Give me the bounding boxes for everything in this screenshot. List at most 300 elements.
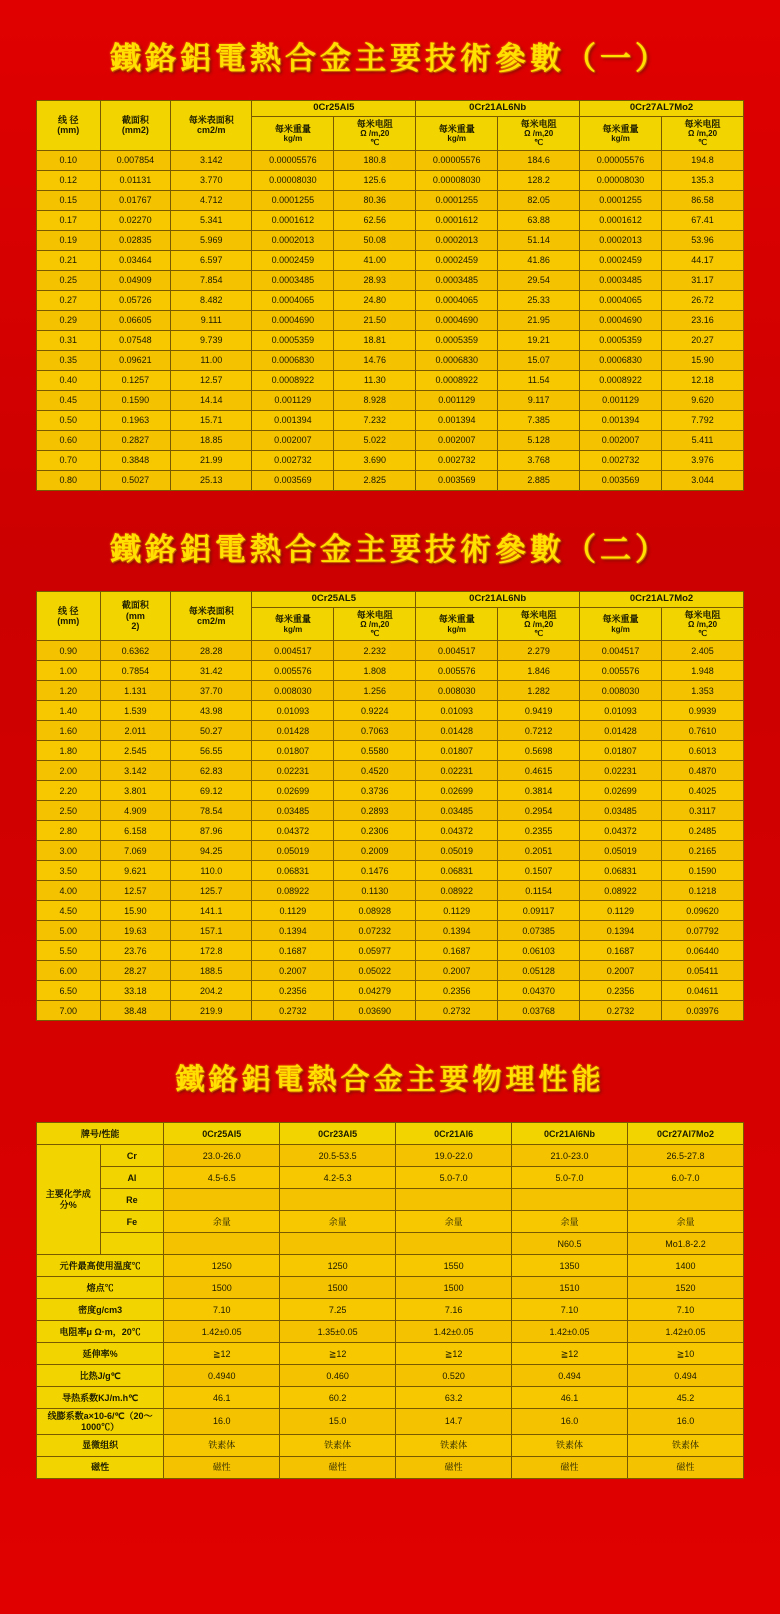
composition-element-label: Re <box>100 1189 164 1211</box>
table-row <box>37 270 744 290</box>
table-cell: 4.50 <box>37 901 101 921</box>
table-cell: 余量 <box>396 1211 512 1233</box>
table-3-header-row <box>37 1123 744 1145</box>
table-row <box>37 721 744 741</box>
table-cell: 5.0-7.0 <box>396 1167 512 1189</box>
table-cell: 0.80 <box>37 470 101 490</box>
table-cell <box>280 1189 396 1211</box>
table-cell: 0.09620 <box>662 901 744 921</box>
header-resistance-2-line1: 每米电阻 <box>520 118 557 129</box>
table-cell: 1.40 <box>37 701 101 721</box>
table-cell: 0.0003485 <box>580 270 662 290</box>
table-cell: 0.01428 <box>416 721 498 741</box>
table-cell: 0.6362 <box>100 641 171 661</box>
table-cell: 63.88 <box>498 210 580 230</box>
table-cell: 1.131 <box>100 681 171 701</box>
header-resistance-1 <box>334 116 416 150</box>
table-cell: 0.003569 <box>416 470 498 490</box>
table-cell: 0.7610 <box>662 721 744 741</box>
header2-surface-area-line1: 每米表面积 <box>188 605 234 616</box>
table-cell: 0.01093 <box>580 701 662 721</box>
table-cell: 0.0001255 <box>416 190 498 210</box>
header2-resistance-2-line2: Ω /m,20 <box>524 619 554 629</box>
table-cell: Mo1.8-2.2 <box>628 1233 744 1255</box>
table-cell: 0.0002013 <box>580 230 662 250</box>
table-cell: 0.08922 <box>252 881 334 901</box>
header3-alloy-4: 0Cr21Al6Nb <box>512 1123 628 1145</box>
composition-element-label: Cr <box>100 1145 164 1167</box>
property-label: 元件最高使用温度℃ <box>37 1255 164 1277</box>
table-cell: 82.05 <box>498 190 580 210</box>
table-cell: 0.0004065 <box>580 290 662 310</box>
table-row <box>37 801 744 821</box>
table-cell: 1.353 <box>662 681 744 701</box>
table-cell: 15.71 <box>171 410 252 430</box>
table-cell: 157.1 <box>171 921 252 941</box>
table-cell: 15.0 <box>280 1409 396 1435</box>
table-cell: 0.2356 <box>252 981 334 1001</box>
table-cell: 1.42±0.05 <box>396 1321 512 1343</box>
header-weight-2-line1: 每米重量 <box>438 123 475 134</box>
table-cell: 0.0002459 <box>252 250 334 270</box>
table-cell: 1.42±0.05 <box>628 1321 744 1343</box>
table-cell: 2.20 <box>37 781 101 801</box>
table-cell: 0.1218 <box>662 881 744 901</box>
table-cell: 0.5580 <box>334 741 416 761</box>
table-cell: 0.460 <box>280 1365 396 1387</box>
table-cell: 0.03768 <box>498 1001 580 1021</box>
table-row <box>37 1277 744 1299</box>
table-cell: 9.620 <box>662 390 744 410</box>
property-label: 比热J/g℃ <box>37 1365 164 1387</box>
table-cell: 0.03464 <box>100 250 171 270</box>
table-cell: 1.808 <box>334 661 416 681</box>
header2-weight-1-line1: 每米重量 <box>274 614 311 625</box>
table-cell: 63.2 <box>396 1387 512 1409</box>
table-cell: 2.232 <box>334 641 416 661</box>
table-row <box>37 170 744 190</box>
table-cell: 0.0004065 <box>252 290 334 310</box>
table-cell: 25.13 <box>171 470 252 490</box>
table-row <box>37 370 744 390</box>
table-cell: 5.341 <box>171 210 252 230</box>
table-cell: 7.10 <box>164 1299 280 1321</box>
table-row <box>37 701 744 721</box>
table-cell: 37.70 <box>171 681 252 701</box>
table-cell: 21.50 <box>334 310 416 330</box>
table-cell: 46.1 <box>512 1387 628 1409</box>
table-cell: 7.10 <box>628 1299 744 1321</box>
table-cell: 0.08928 <box>334 901 416 921</box>
table-cell: 29.54 <box>498 270 580 290</box>
table-cell: 磁性 <box>628 1456 744 1478</box>
table-cell: 0.005576 <box>580 661 662 681</box>
table-cell: 62.56 <box>334 210 416 230</box>
table-cell: 0.07385 <box>498 921 580 941</box>
table-cell: 0.007854 <box>100 150 171 170</box>
table-cell: 33.18 <box>100 981 171 1001</box>
table-cell: 1500 <box>396 1277 512 1299</box>
table-cell: 19.0-22.0 <box>396 1145 512 1167</box>
table-cell: 19.21 <box>498 330 580 350</box>
table-row <box>37 1343 744 1365</box>
table-cell: 0.02699 <box>580 781 662 801</box>
table-cell: 24.80 <box>334 290 416 310</box>
table-cell: 0.05726 <box>100 290 171 310</box>
table-cell: 0.005576 <box>416 661 498 681</box>
header-weight-2-line2: kg/m <box>447 133 467 143</box>
table-cell: 23.0-26.0 <box>164 1145 280 1167</box>
table-row <box>37 781 744 801</box>
table-cell: 0.008030 <box>252 681 334 701</box>
table-cell: 0.3736 <box>334 781 416 801</box>
table-cell: 0.0003485 <box>252 270 334 290</box>
header2-wire-diameter <box>37 591 101 641</box>
table-cell: 0.001394 <box>416 410 498 430</box>
table-cell: 31.42 <box>171 661 252 681</box>
table-cell: 0.0001255 <box>580 190 662 210</box>
table-cell: 0.25 <box>37 270 101 290</box>
table-cell: 20.27 <box>662 330 744 350</box>
table-cell: 0.002007 <box>252 430 334 450</box>
table-cell: 28.28 <box>171 641 252 661</box>
table-row <box>37 961 744 981</box>
table-cell: 0.2954 <box>498 801 580 821</box>
table-cell: 11.54 <box>498 370 580 390</box>
table-cell: 0.06831 <box>416 861 498 881</box>
table-cell: 53.96 <box>662 230 744 250</box>
table-cell: 铁素体 <box>396 1434 512 1456</box>
table-cell: 3.768 <box>498 450 580 470</box>
table-3-head <box>37 1123 744 1145</box>
table-row <box>37 861 744 881</box>
table-cell: 0.03690 <box>334 1001 416 1021</box>
header-surface-area-line2: cm2/m <box>197 125 226 136</box>
table-cell: 7.00 <box>37 1001 101 1021</box>
table-cell: 3.690 <box>334 450 416 470</box>
table-cell: 0.0001255 <box>252 190 334 210</box>
table-cell: 0.09621 <box>100 350 171 370</box>
table-cell: 0.00005576 <box>416 150 498 170</box>
composition-group-label: 主要化学成分% <box>37 1145 101 1255</box>
table-cell: 180.8 <box>334 150 416 170</box>
table-row <box>37 210 744 230</box>
table-cell: 0.0001612 <box>580 210 662 230</box>
table-cell: 18.85 <box>171 430 252 450</box>
table-cell: 0.3814 <box>498 781 580 801</box>
table-cell: 44.17 <box>662 250 744 270</box>
table-cell: 0.2355 <box>498 821 580 841</box>
table-cell: 0.01131 <box>100 170 171 190</box>
table-cell: 0.5698 <box>498 741 580 761</box>
table-cell: 1.42±0.05 <box>512 1321 628 1343</box>
table-cell: 1.35±0.05 <box>280 1321 396 1343</box>
table-cell: 7.854 <box>171 270 252 290</box>
table-cell: 0.0005359 <box>416 330 498 350</box>
header-weight-2 <box>416 116 498 150</box>
table-cell: 0.1590 <box>662 861 744 881</box>
table-cell: 0.2893 <box>334 801 416 821</box>
table-cell: 7.10 <box>512 1299 628 1321</box>
table-row <box>37 1387 744 1409</box>
table-cell: 1.42±0.05 <box>164 1321 280 1343</box>
header2-surface-area-line2: cm2/m <box>197 615 226 626</box>
header-resistance-3 <box>662 116 744 150</box>
table-cell: 0.07232 <box>334 921 416 941</box>
table-row <box>37 350 744 370</box>
table-row <box>37 1167 744 1189</box>
header-cross-section <box>100 101 171 151</box>
table-cell: 110.0 <box>171 861 252 881</box>
table-cell: 0.05019 <box>252 841 334 861</box>
table-cell: 9.111 <box>171 310 252 330</box>
table-cell: 铁素体 <box>280 1434 396 1456</box>
table-cell: 5.969 <box>171 230 252 250</box>
table-cell: 0.008030 <box>416 681 498 701</box>
table-cell: 0.04909 <box>100 270 171 290</box>
table-row <box>37 230 744 250</box>
table-cell: 43.98 <box>171 701 252 721</box>
table-cell: 0.9419 <box>498 701 580 721</box>
table-cell: 0.005576 <box>252 661 334 681</box>
table-cell: 6.00 <box>37 961 101 981</box>
table-cell: 4.712 <box>171 190 252 210</box>
table-cell: 80.36 <box>334 190 416 210</box>
table-cell: 0.01428 <box>252 721 334 741</box>
table-cell: 12.18 <box>662 370 744 390</box>
table-cell: 0.9939 <box>662 701 744 721</box>
table-cell: 188.5 <box>171 961 252 981</box>
table-cell: 0.00008030 <box>416 170 498 190</box>
table-cell: 0.45 <box>37 390 101 410</box>
table-cell: 0.02231 <box>252 761 334 781</box>
header-cross-section-line1: 截面积 <box>121 114 149 125</box>
table-cell: 3.976 <box>662 450 744 470</box>
table-cell: 0.0004690 <box>580 310 662 330</box>
table-cell: 125.7 <box>171 881 252 901</box>
table-cell: 3.00 <box>37 841 101 861</box>
table-cell: 26.72 <box>662 290 744 310</box>
table-cell: 0.01807 <box>580 741 662 761</box>
table-cell: 0.12 <box>37 170 101 190</box>
table-cell: 6.597 <box>171 250 252 270</box>
table-cell: 5.411 <box>662 430 744 450</box>
header-resistance-1-line3: ℃ <box>370 138 380 148</box>
table-cell: 1520 <box>628 1277 744 1299</box>
table-row <box>37 1456 744 1478</box>
table-cell: 2.50 <box>37 801 101 821</box>
table-cell: 25.33 <box>498 290 580 310</box>
header2-weight-3-line2: kg/m <box>611 624 630 634</box>
header2-resistance-3-line2: Ω /m,20 <box>687 619 718 629</box>
table-cell: 0.19 <box>37 230 101 250</box>
table-cell: 0.2007 <box>580 961 662 981</box>
table-row <box>37 681 744 701</box>
table-cell: 0.03485 <box>580 801 662 821</box>
table-cell: 0.05977 <box>334 941 416 961</box>
table-cell: 0.27 <box>37 290 101 310</box>
table-cell: 6.0-7.0 <box>628 1167 744 1189</box>
table-cell: 0.002007 <box>416 430 498 450</box>
table-cell: 0.1129 <box>416 901 498 921</box>
header2-resistance-2-line1: 每米电阻 <box>520 609 557 620</box>
table-cell: 14.76 <box>334 350 416 370</box>
table-cell: 0.001129 <box>580 390 662 410</box>
header-wire-diameter-line2: (mm) <box>57 125 80 136</box>
table-cell: 3.770 <box>171 170 252 190</box>
table-cell: 0.7063 <box>334 721 416 741</box>
property-label: 磁性 <box>37 1456 164 1478</box>
table-cell: 0.04372 <box>416 821 498 841</box>
table-cell: 0.0002459 <box>416 250 498 270</box>
table-cell: 0.1130 <box>334 881 416 901</box>
table-cell: 0.04372 <box>252 821 334 841</box>
header-alloy-1: 0Cr25Al5 <box>252 101 416 117</box>
table-cell: 0.35 <box>37 350 101 370</box>
table-cell: 1.20 <box>37 681 101 701</box>
table-cell: 1500 <box>164 1277 280 1299</box>
table-cell: 0.520 <box>396 1365 512 1387</box>
header-surface-area-line1: 每米表面积 <box>188 114 234 125</box>
header2-weight-2-line1: 每米重量 <box>438 614 475 625</box>
table-cell: 1.282 <box>498 681 580 701</box>
table-cell: 余量 <box>628 1211 744 1233</box>
table-cell: 1.60 <box>37 721 101 741</box>
header-weight-1 <box>252 116 334 150</box>
table-cell: 2.405 <box>662 641 744 661</box>
table-cell: ≧12 <box>280 1343 396 1365</box>
table-cell: 0.0002459 <box>580 250 662 270</box>
table-cell: 0.1687 <box>580 941 662 961</box>
header-wire-diameter-line1: 线 径 <box>58 114 79 125</box>
table-cell: 69.12 <box>171 781 252 801</box>
table-cell: 1510 <box>512 1277 628 1299</box>
header3-alloy-1: 0Cr25Al5 <box>164 1123 280 1145</box>
table-cell: 0.2356 <box>580 981 662 1001</box>
table-cell: 0.0008922 <box>416 370 498 390</box>
table-1-wrapper <box>36 100 744 491</box>
header2-resistance-1-line2: Ω /m,20 <box>360 619 390 629</box>
table-cell: 0.08922 <box>580 881 662 901</box>
property-label: 导热系数KJ/m.h℃ <box>37 1387 164 1409</box>
table-cell: 0.5027 <box>100 470 171 490</box>
table-cell: 14.7 <box>396 1409 512 1435</box>
table-cell: 2.279 <box>498 641 580 661</box>
header-weight-3 <box>580 116 662 150</box>
bottom-spacer <box>0 1479 780 1505</box>
table-cell: 0.21 <box>37 250 101 270</box>
header2-alloy-2: 0Cr21AL6Nb <box>416 591 580 607</box>
table-cell: 141.1 <box>171 901 252 921</box>
header-resistance-3-line3: ℃ <box>698 138 707 148</box>
table-cell: 2.011 <box>100 721 171 741</box>
table-cell: 28.93 <box>334 270 416 290</box>
table-cell: 0.003569 <box>252 470 334 490</box>
table-cell: 0.02270 <box>100 210 171 230</box>
table-cell <box>164 1233 280 1255</box>
table-cell <box>280 1233 396 1255</box>
table-cell: 26.5-27.8 <box>628 1145 744 1167</box>
table-cell: 0.3117 <box>662 801 744 821</box>
header-weight-3-line2: kg/m <box>611 133 630 143</box>
table-cell <box>396 1233 512 1255</box>
table-cell: 4.00 <box>37 881 101 901</box>
table-cell: 60.2 <box>280 1387 396 1409</box>
table-cell: 0.2827 <box>100 430 171 450</box>
table-cell: 0.02231 <box>416 761 498 781</box>
table-2-body <box>37 641 744 1021</box>
table-cell: 磁性 <box>164 1456 280 1478</box>
table-cell: 0.004517 <box>580 641 662 661</box>
table-cell: 0.00005576 <box>580 150 662 170</box>
table-cell: 2.00 <box>37 761 101 781</box>
table-row <box>37 1233 744 1255</box>
table-cell: 1.80 <box>37 741 101 761</box>
table-cell: 194.8 <box>662 150 744 170</box>
table-cell: 62.83 <box>171 761 252 781</box>
table-cell: 23.16 <box>662 310 744 330</box>
table-cell: 0.4940 <box>164 1365 280 1387</box>
header2-alloy-3: 0Cr21AL7Mo2 <box>580 591 744 607</box>
table-cell: 5.0-7.0 <box>512 1167 628 1189</box>
table-cell: 51.14 <box>498 230 580 250</box>
table-cell: 86.58 <box>662 190 744 210</box>
table-cell: 1.948 <box>662 661 744 681</box>
table-cell: 0.1507 <box>498 861 580 881</box>
table-cell: 15.07 <box>498 350 580 370</box>
table-cell: 16.0 <box>164 1409 280 1435</box>
table-cell: 41.00 <box>334 250 416 270</box>
header2-weight-1 <box>252 607 334 641</box>
table-cell: 0.2732 <box>252 1001 334 1021</box>
header2-wire-diameter-line1: 线 径 <box>58 605 79 616</box>
table-cell: 0.05019 <box>580 841 662 861</box>
table-cell: N60.5 <box>512 1233 628 1255</box>
table-cell: 18.81 <box>334 330 416 350</box>
table-row <box>37 330 744 350</box>
header2-weight-3 <box>580 607 662 641</box>
tech-params-table-2 <box>36 591 744 1022</box>
table-cell: 0.1476 <box>334 861 416 881</box>
table-row <box>37 250 744 270</box>
table-cell: 219.9 <box>171 1001 252 1021</box>
table-cell: 0.0001612 <box>416 210 498 230</box>
table-cell: 7.792 <box>662 410 744 430</box>
table-cell: 8.928 <box>334 390 416 410</box>
table-cell: 50.08 <box>334 230 416 250</box>
table-3-wrapper <box>36 1122 744 1479</box>
table-row <box>37 450 744 470</box>
table-cell: 磁性 <box>396 1456 512 1478</box>
table-cell: 1400 <box>628 1255 744 1277</box>
table-cell: 0.60 <box>37 430 101 450</box>
table-cell: 0.1129 <box>252 901 334 921</box>
table-cell: 2.545 <box>100 741 171 761</box>
table-cell: 12.57 <box>100 881 171 901</box>
table-row <box>37 661 744 681</box>
property-label: 显微组织 <box>37 1434 164 1456</box>
table-cell: 125.6 <box>334 170 416 190</box>
composition-element-label <box>100 1233 164 1255</box>
table-cell: 0.0005359 <box>252 330 334 350</box>
table-cell: 87.96 <box>171 821 252 841</box>
table-cell: 20.5-53.5 <box>280 1145 396 1167</box>
header2-weight-2 <box>416 607 498 641</box>
table-row <box>37 941 744 961</box>
header2-resistance-2 <box>498 607 580 641</box>
table-cell: 0.001129 <box>416 390 498 410</box>
table-cell: 0.9224 <box>334 701 416 721</box>
